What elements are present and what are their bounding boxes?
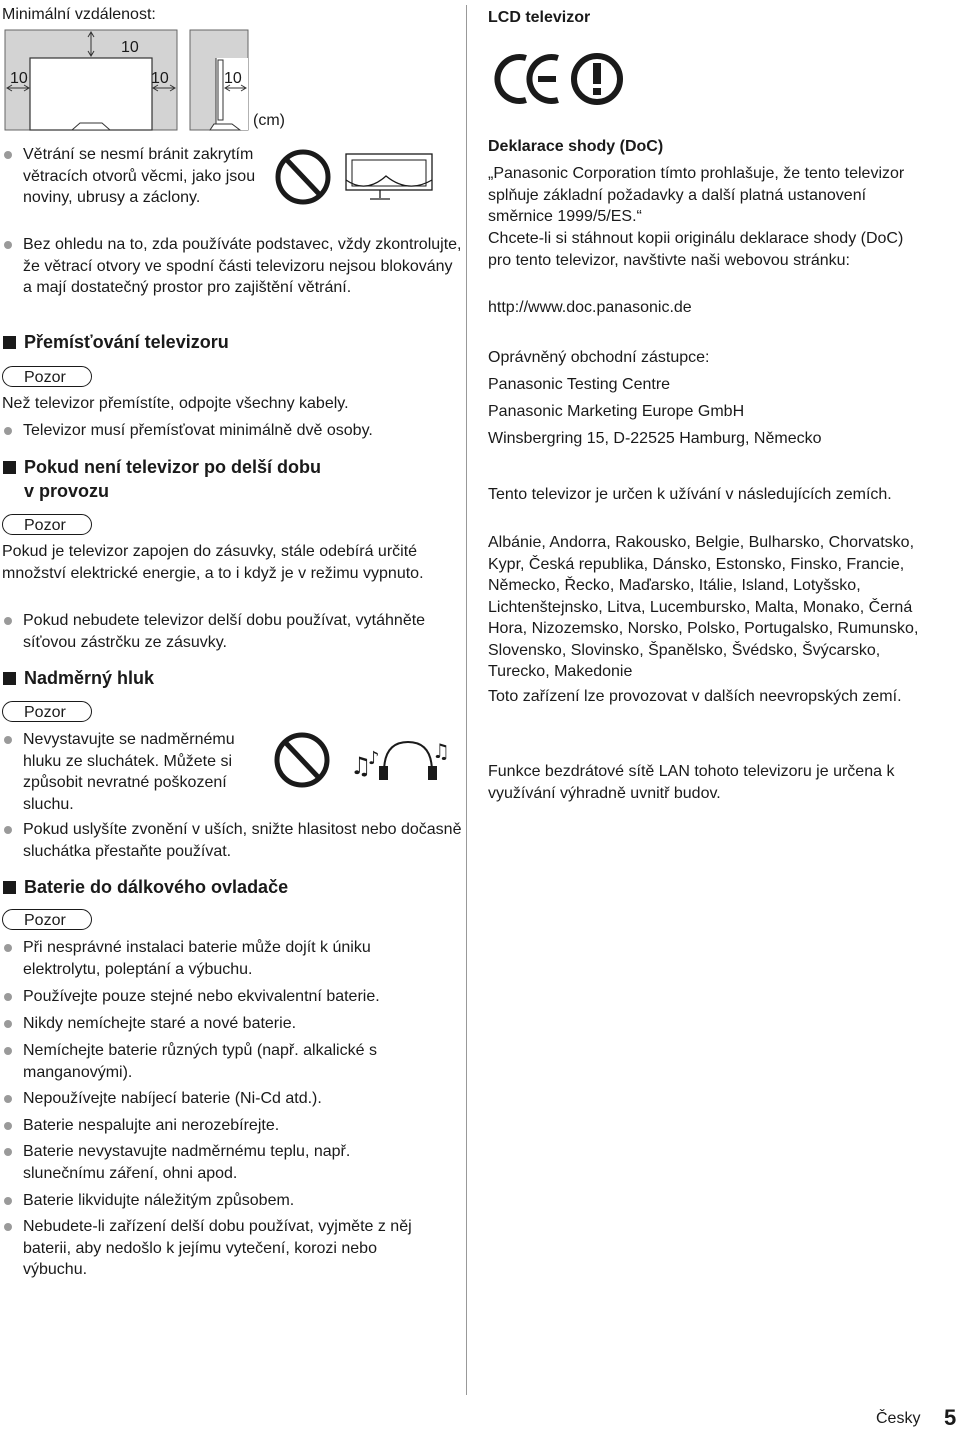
moving-heading: Přemísťování televizoru: [2, 330, 229, 354]
rep-line-3: Winsbergring 15, D-22525 Hamburg, Německo: [488, 430, 822, 447]
page-number: 5: [944, 1405, 957, 1430]
battery-item: Baterie likvidujte náležitým způsobem.: [2, 1190, 463, 1212]
product-title: LCD televizor: [488, 9, 591, 26]
left-column: [0, 0, 460, 1435]
unused-heading-line2: v provozu: [24, 481, 110, 501]
unused-heading-line1: Pokud není televizor po delší dobu: [24, 457, 322, 477]
noise-pozor-badge: Pozor: [2, 701, 92, 722]
unit-label: (cm): [253, 112, 285, 129]
battery-item: Nebudete-li zařízení delší dobu používat, vyjměte z něj baterii, aby nedošlo k jejímu vytečení, korozi nebo výbuchu.: [2, 1216, 443, 1281]
svg-text:♫: ♫: [432, 739, 450, 763]
column-divider: [466, 5, 467, 1395]
ce-mark-icon: [488, 52, 628, 108]
no-cover-illustration: [276, 146, 436, 210]
rep-line-2: Panasonic Marketing Europe GmbH: [488, 403, 745, 420]
noise-bullet-2: Pokud uslyšíte zvonění v uších, snižte hlasitost nebo dočasně sluchátka přestaňte používat.: [2, 819, 463, 862]
unused-bullet: Pokud nebudete televizor delší dobu používat, vytáhněte síťovou zástrčku ze zásuvky.: [2, 610, 453, 653]
batteries-heading: Baterie do dálkového ovladače: [2, 875, 288, 899]
rep-label: Oprávněný obchodní zástupce:: [488, 349, 710, 366]
doc-heading: Deklarace shody (DoC): [488, 138, 664, 155]
battery-item: Baterie nespalujte ani nerozebírejte.: [2, 1115, 463, 1137]
doc-url: http://www.doc.panasonic.de: [488, 299, 692, 316]
noise-heading: Nadměrný hluk: [2, 666, 154, 690]
battery-item: Nepoužívejte nabíjecí baterie (Ni-Cd atd.).: [2, 1088, 463, 1110]
battery-item: Při nesprávné instalaci baterie může dojít k úniku elektrolytu, poleptání a výbuchu.: [2, 937, 448, 980]
dim-right: 10: [151, 70, 169, 87]
wlan-text: Funkce bezdrátové sítě LAN tohoto televizoru je určena k využívání výhradně uvnitř budov.: [488, 763, 895, 802]
doc-text: „Panasonic Corporation tímto prohlašuje, že tento televizor splňuje základní požadavky a další platná ustanovení směrnice 1999/5/ES.“: [488, 165, 905, 225]
battery-item: Nikdy nemíchejte staré a nové baterie.: [2, 1013, 463, 1035]
battery-item: Nemíchejte baterie různých typů (např. alkalické s manganovými).: [2, 1040, 413, 1083]
countries-intro: Tento televizor je určen k užívání v následujících zemích.: [488, 486, 892, 503]
footer-language: Česky: [876, 1410, 921, 1427]
rep-line-1: Panasonic Testing Centre: [488, 376, 671, 393]
ventilation-bullet-2: Bez ohledu na to, zda používáte podstavec, vždy zkontrolujte, že větrací otvory ve spodní části televizoru nejsou blokovány a mají dostatečný prostor pro zajištění větrání.: [2, 234, 463, 299]
dim-top: 10: [121, 39, 139, 56]
ventilation-bullet-1: Větrání se nesmí bránit zakrytím větracích otvorů věcmi, jako jsou noviny, ubrusy a záclony.: [2, 144, 281, 209]
no-headphones-illustration: [272, 728, 448, 792]
unused-text: Pokud je televizor zapojen do zásuvky, stále odebírá určité množství elektrické energie, a to i když je v režimu vypnuto.: [2, 543, 424, 582]
moving-text: Než televizor přemístíte, odpojte všechny kabely.: [2, 395, 349, 412]
non-eu-text: Toto zařízení lze provozovat v dalších neevropských zemí.: [488, 688, 902, 705]
battery-item: Používejte pouze stejné nebo ekvivalentní baterie.: [2, 986, 463, 1008]
battery-item: Baterie nevystavujte nadměrnému teplu, např. slunečnímu záření, ohni apod.: [2, 1141, 423, 1184]
noise-bullet-1: Nevystavujte se nadměrnému hluku ze sluchátek. Můžete si způsobit nevratné poškození sluchu.: [2, 729, 263, 815]
batteries-pozor-badge: Pozor: [2, 909, 92, 930]
svg-text:♪: ♪: [368, 748, 380, 769]
dim-side: 10: [224, 70, 242, 87]
unused-pozor-badge: Pozor: [2, 514, 92, 535]
svg-text:♫: ♫: [350, 752, 372, 780]
doc-download-text: Chcete-li si stáhnout kopii originálu deklarace shody (DoC) pro tento televizor, navštivte naši webovou stránku:: [488, 230, 904, 269]
unused-heading: [2, 455, 321, 503]
countries-list: Albánie, Andorra, Rakousko, Belgie, Bulharsko, Chorvatsko, Kypr, Česká republika, Dánsko, Estonsko, Finsko, Francie, Německo, Řecko, Maďarsko, Itálie, Island, Lotyšsko, Lichtenštejnsko, Litva, Lucembursko, Malta, Monako, Černá Hora, Nizozemsko, Norsko, Polsko, Portugalsko, Rumunsko, Slovensko, Slovinsko, Španělsko, Švédsko, Švýcarsko, Turecko, Makedonie: [488, 534, 919, 680]
moving-pozor-badge: Pozor: [2, 366, 92, 387]
moving-bullet: Televizor musí přemísťovat minimálně dvě osoby.: [2, 420, 463, 442]
min-distance-title: Minimální vzdálenost:: [2, 6, 156, 23]
dim-left: 10: [10, 70, 28, 87]
